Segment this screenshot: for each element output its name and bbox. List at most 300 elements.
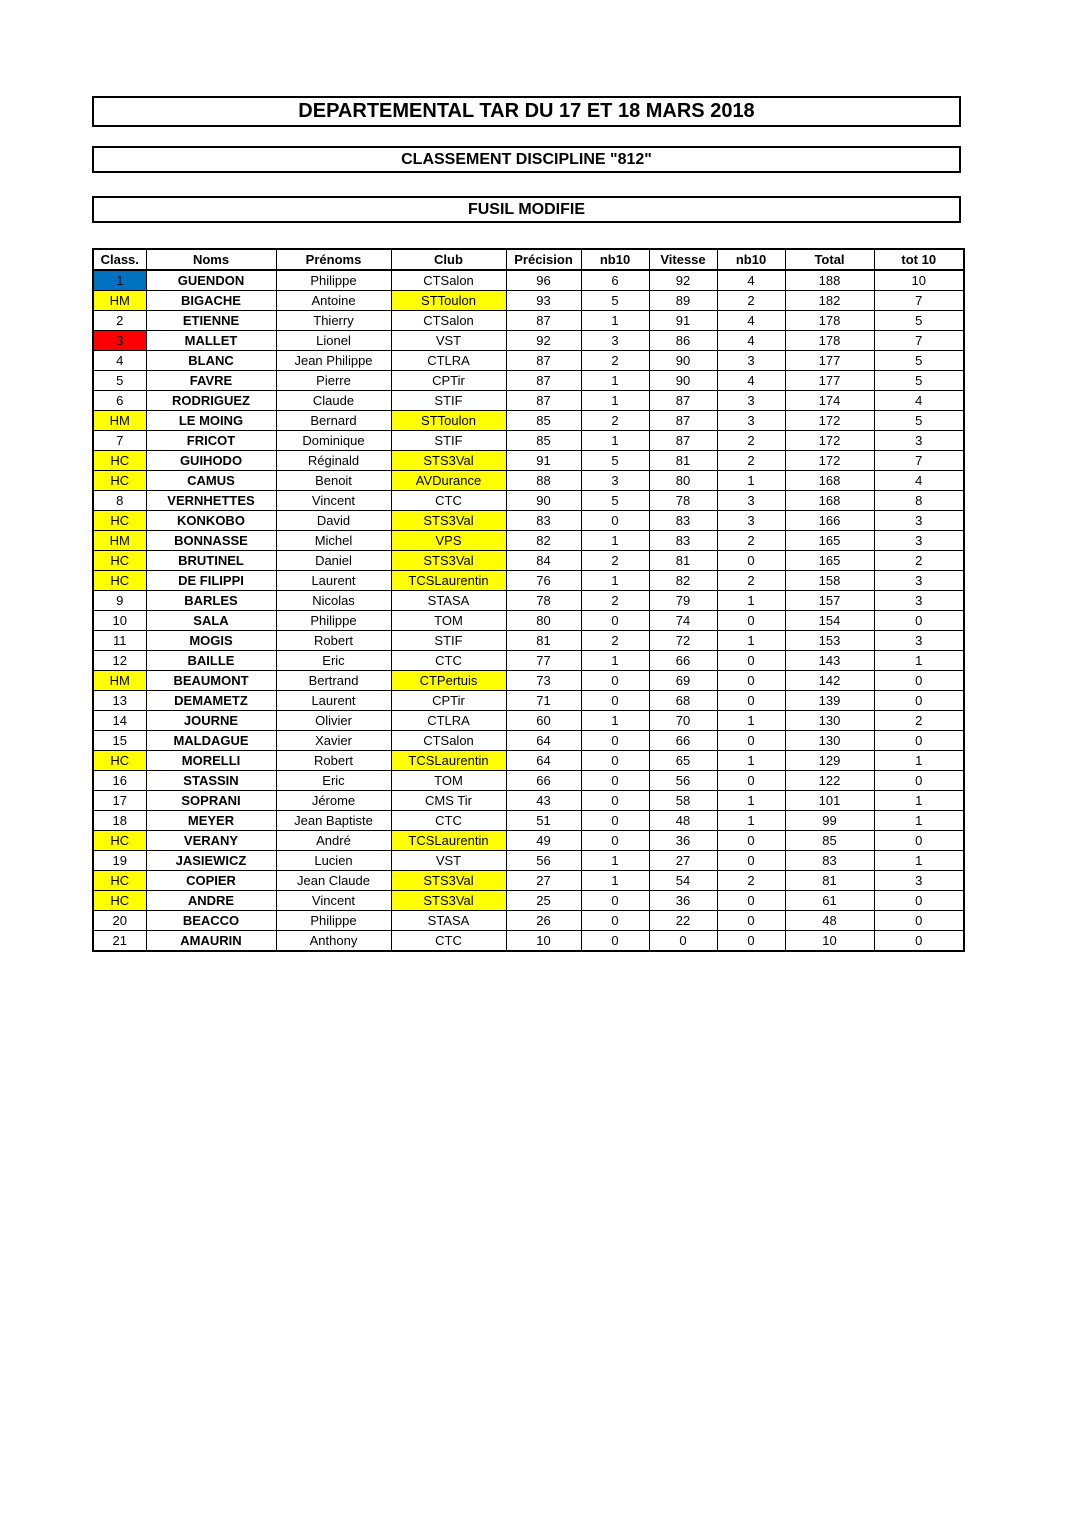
name-cell: BIGACHE [146, 291, 276, 311]
club-cell: CTSalon [391, 311, 506, 331]
nb10-vitesse-cell: 2 [717, 531, 785, 551]
table-row [93, 771, 964, 791]
column-header: nb10 [717, 249, 785, 270]
vitesse-cell: 68 [649, 691, 717, 711]
nb10-vitesse-cell: 2 [717, 571, 785, 591]
column-header: Précision [506, 249, 581, 270]
column-header: Vitesse [649, 249, 717, 270]
precision-cell: 91 [506, 451, 581, 471]
name-cell: BAILLE [146, 651, 276, 671]
nb10-vitesse-cell: 3 [717, 511, 785, 531]
firstname-cell: Michel [276, 531, 391, 551]
precision-cell: 88 [506, 471, 581, 491]
club-cell: STS3Val [391, 511, 506, 531]
nb10-precision-cell: 1 [581, 531, 649, 551]
tot10-cell: 0 [874, 771, 964, 791]
table-row [93, 711, 964, 731]
name-cell: BEAUMONT [146, 671, 276, 691]
rank-cell: 10 [93, 611, 146, 631]
nb10-precision-cell: 6 [581, 270, 649, 291]
nb10-vitesse-cell: 0 [717, 771, 785, 791]
firstname-cell: Lionel [276, 331, 391, 351]
rank-cell: 3 [93, 331, 146, 351]
precision-cell: 90 [506, 491, 581, 511]
nb10-precision-cell: 0 [581, 791, 649, 811]
club-cell: STASA [391, 591, 506, 611]
nb10-vitesse-cell: 3 [717, 351, 785, 371]
club-cell: STASA [391, 911, 506, 931]
precision-cell: 26 [506, 911, 581, 931]
nb10-precision-cell: 1 [581, 711, 649, 731]
rank-cell: 13 [93, 691, 146, 711]
rank-cell: HC [93, 451, 146, 471]
rank-cell: HM [93, 531, 146, 551]
nb10-precision-cell: 0 [581, 611, 649, 631]
rank-cell: 6 [93, 391, 146, 411]
firstname-cell: Jérome [276, 791, 391, 811]
tot10-cell: 7 [874, 331, 964, 351]
name-cell: BLANC [146, 351, 276, 371]
tot10-cell: 3 [874, 871, 964, 891]
club-cell: STIF [391, 431, 506, 451]
tot10-cell: 2 [874, 711, 964, 731]
firstname-cell: Lucien [276, 851, 391, 871]
precision-cell: 85 [506, 411, 581, 431]
total-cell: 10 [785, 931, 874, 952]
table-row [93, 371, 964, 391]
table-row [93, 291, 964, 311]
firstname-cell: Claude [276, 391, 391, 411]
total-cell: 165 [785, 531, 874, 551]
vitesse-cell: 87 [649, 431, 717, 451]
vitesse-cell: 22 [649, 911, 717, 931]
nb10-precision-cell: 0 [581, 831, 649, 851]
tot10-cell: 3 [874, 571, 964, 591]
total-cell: 168 [785, 471, 874, 491]
firstname-cell: Bernard [276, 411, 391, 431]
club-cell: CTPertuis [391, 671, 506, 691]
table-row [93, 591, 964, 611]
name-cell: DE FILIPPI [146, 571, 276, 591]
total-cell: 83 [785, 851, 874, 871]
total-cell: 130 [785, 711, 874, 731]
table-row [93, 791, 964, 811]
precision-cell: 76 [506, 571, 581, 591]
total-cell: 154 [785, 611, 874, 631]
name-cell: BRUTINEL [146, 551, 276, 571]
column-header: nb10 [581, 249, 649, 270]
total-cell: 182 [785, 291, 874, 311]
vitesse-cell: 69 [649, 671, 717, 691]
total-cell: 166 [785, 511, 874, 531]
precision-cell: 82 [506, 531, 581, 551]
tot10-cell: 0 [874, 671, 964, 691]
precision-cell: 51 [506, 811, 581, 831]
club-cell: CTLRA [391, 351, 506, 371]
table-row [93, 671, 964, 691]
table-row [93, 611, 964, 631]
rank-cell: HM [93, 291, 146, 311]
results-table [92, 248, 965, 952]
nb10-vitesse-cell: 4 [717, 331, 785, 351]
vitesse-cell: 90 [649, 371, 717, 391]
column-header: Club [391, 249, 506, 270]
total-cell: 188 [785, 270, 874, 291]
rank-cell: HM [93, 671, 146, 691]
club-cell: CTSalon [391, 731, 506, 751]
nb10-vitesse-cell: 0 [717, 731, 785, 751]
club-cell: TCSLaurentin [391, 751, 506, 771]
nb10-precision-cell: 1 [581, 391, 649, 411]
name-cell: BEACCO [146, 911, 276, 931]
vitesse-cell: 81 [649, 551, 717, 571]
rank-cell: 8 [93, 491, 146, 511]
total-cell: 153 [785, 631, 874, 651]
club-cell: TCSLaurentin [391, 831, 506, 851]
precision-cell: 84 [506, 551, 581, 571]
tot10-cell: 0 [874, 731, 964, 751]
firstname-cell: Olivier [276, 711, 391, 731]
firstname-cell: Eric [276, 651, 391, 671]
nb10-vitesse-cell: 0 [717, 831, 785, 851]
rank-cell: HC [93, 551, 146, 571]
firstname-cell: Xavier [276, 731, 391, 751]
nb10-precision-cell: 2 [581, 551, 649, 571]
vitesse-cell: 83 [649, 511, 717, 531]
name-cell: VERANY [146, 831, 276, 851]
tot10-cell: 4 [874, 471, 964, 491]
table-row [93, 831, 964, 851]
nb10-vitesse-cell: 1 [717, 471, 785, 491]
club-cell: CTC [391, 811, 506, 831]
firstname-cell: Benoit [276, 471, 391, 491]
table-row [93, 351, 964, 371]
total-cell: 61 [785, 891, 874, 911]
precision-cell: 66 [506, 771, 581, 791]
tot10-cell: 3 [874, 591, 964, 611]
table-row [93, 891, 964, 911]
table-row [93, 731, 964, 751]
vitesse-cell: 27 [649, 851, 717, 871]
table-row [93, 871, 964, 891]
rank-cell: HC [93, 511, 146, 531]
total-cell: 172 [785, 411, 874, 431]
name-cell: MOGIS [146, 631, 276, 651]
table-row [93, 551, 964, 571]
rank-cell: 19 [93, 851, 146, 871]
nb10-precision-cell: 0 [581, 771, 649, 791]
total-cell: 178 [785, 331, 874, 351]
precision-cell: 64 [506, 751, 581, 771]
nb10-vitesse-cell: 3 [717, 411, 785, 431]
nb10-vitesse-cell: 2 [717, 871, 785, 891]
vitesse-cell: 48 [649, 811, 717, 831]
name-cell: BARLES [146, 591, 276, 611]
firstname-cell: Daniel [276, 551, 391, 571]
vitesse-cell: 36 [649, 831, 717, 851]
firstname-cell: Philippe [276, 611, 391, 631]
firstname-cell: Réginald [276, 451, 391, 471]
name-cell: ETIENNE [146, 311, 276, 331]
name-cell: GUIHODO [146, 451, 276, 471]
table-header-row [93, 249, 964, 270]
nb10-precision-cell: 1 [581, 651, 649, 671]
precision-cell: 64 [506, 731, 581, 751]
nb10-precision-cell: 0 [581, 691, 649, 711]
precision-cell: 25 [506, 891, 581, 911]
tot10-cell: 0 [874, 831, 964, 851]
nb10-vitesse-cell: 4 [717, 270, 785, 291]
name-cell: MEYER [146, 811, 276, 831]
column-header: Prénoms [276, 249, 391, 270]
precision-cell: 77 [506, 651, 581, 671]
precision-cell: 80 [506, 611, 581, 631]
tot10-cell: 0 [874, 691, 964, 711]
vitesse-cell: 66 [649, 651, 717, 671]
name-cell: MALDAGUE [146, 731, 276, 751]
total-cell: 139 [785, 691, 874, 711]
nb10-vitesse-cell: 0 [717, 651, 785, 671]
tot10-cell: 8 [874, 491, 964, 511]
precision-cell: 73 [506, 671, 581, 691]
table-row [93, 451, 964, 471]
total-cell: 101 [785, 791, 874, 811]
nb10-precision-cell: 5 [581, 451, 649, 471]
nb10-vitesse-cell: 0 [717, 611, 785, 631]
vitesse-cell: 79 [649, 591, 717, 611]
rank-cell: 2 [93, 311, 146, 331]
total-cell: 48 [785, 911, 874, 931]
nb10-precision-cell: 5 [581, 291, 649, 311]
table-row [93, 431, 964, 451]
vitesse-cell: 89 [649, 291, 717, 311]
precision-cell: 87 [506, 351, 581, 371]
nb10-precision-cell: 0 [581, 891, 649, 911]
rank-cell: 7 [93, 431, 146, 451]
rank-cell: 20 [93, 911, 146, 931]
name-cell: SOPRANI [146, 791, 276, 811]
nb10-precision-cell: 5 [581, 491, 649, 511]
nb10-vitesse-cell: 0 [717, 911, 785, 931]
table-row [93, 911, 964, 931]
name-cell: COPIER [146, 871, 276, 891]
nb10-precision-cell: 1 [581, 571, 649, 591]
precision-cell: 56 [506, 851, 581, 871]
table-row [93, 531, 964, 551]
firstname-cell: Laurent [276, 571, 391, 591]
club-cell: CMS Tir [391, 791, 506, 811]
firstname-cell: David [276, 511, 391, 531]
tot10-cell: 4 [874, 391, 964, 411]
nb10-vitesse-cell: 1 [717, 811, 785, 831]
column-header: Class. [93, 249, 146, 270]
table-row [93, 491, 964, 511]
tot10-cell: 1 [874, 751, 964, 771]
nb10-vitesse-cell: 4 [717, 371, 785, 391]
precision-cell: 60 [506, 711, 581, 731]
table-row [93, 651, 964, 671]
discipline-subtitle: CLASSEMENT DISCIPLINE "812" [92, 146, 961, 173]
tot10-cell: 3 [874, 631, 964, 651]
firstname-cell: Dominique [276, 431, 391, 451]
name-cell: MORELLI [146, 751, 276, 771]
vitesse-cell: 80 [649, 471, 717, 491]
table-row [93, 331, 964, 351]
firstname-cell: Jean Philippe [276, 351, 391, 371]
vitesse-cell: 54 [649, 871, 717, 891]
nb10-vitesse-cell: 1 [717, 711, 785, 731]
total-cell: 157 [785, 591, 874, 611]
firstname-cell: Philippe [276, 270, 391, 291]
nb10-vitesse-cell: 1 [717, 591, 785, 611]
name-cell: JOURNE [146, 711, 276, 731]
club-cell: TOM [391, 611, 506, 631]
name-cell: SALA [146, 611, 276, 631]
total-cell: 158 [785, 571, 874, 591]
tot10-cell: 5 [874, 411, 964, 431]
club-cell: CTC [391, 931, 506, 952]
table-row [93, 391, 964, 411]
tot10-cell: 1 [874, 851, 964, 871]
vitesse-cell: 56 [649, 771, 717, 791]
name-cell: JASIEWICZ [146, 851, 276, 871]
vitesse-cell: 70 [649, 711, 717, 731]
nb10-vitesse-cell: 3 [717, 391, 785, 411]
vitesse-cell: 83 [649, 531, 717, 551]
nb10-vitesse-cell: 0 [717, 671, 785, 691]
club-cell: CTC [391, 651, 506, 671]
table-row [93, 471, 964, 491]
nb10-precision-cell: 2 [581, 351, 649, 371]
table-row [93, 631, 964, 651]
name-cell: RODRIGUEZ [146, 391, 276, 411]
precision-cell: 93 [506, 291, 581, 311]
rank-cell: HC [93, 571, 146, 591]
nb10-precision-cell: 1 [581, 851, 649, 871]
club-cell: STToulon [391, 291, 506, 311]
nb10-vitesse-cell: 2 [717, 451, 785, 471]
vitesse-cell: 92 [649, 270, 717, 291]
nb10-vitesse-cell: 0 [717, 551, 785, 571]
rank-cell: 4 [93, 351, 146, 371]
name-cell: LE MOING [146, 411, 276, 431]
rank-cell: 14 [93, 711, 146, 731]
nb10-precision-cell: 1 [581, 871, 649, 891]
total-cell: 172 [785, 431, 874, 451]
tot10-cell: 3 [874, 511, 964, 531]
table-row [93, 851, 964, 871]
rank-cell: HC [93, 751, 146, 771]
page-title: DEPARTEMENTAL TAR DU 17 ET 18 MARS 2018 [92, 96, 961, 127]
club-cell: CPTir [391, 691, 506, 711]
table-row [93, 811, 964, 831]
nb10-vitesse-cell: 1 [717, 791, 785, 811]
total-cell: 172 [785, 451, 874, 471]
column-header: Total [785, 249, 874, 270]
vitesse-cell: 65 [649, 751, 717, 771]
total-cell: 177 [785, 351, 874, 371]
tot10-cell: 10 [874, 270, 964, 291]
total-cell: 165 [785, 551, 874, 571]
club-cell: TCSLaurentin [391, 571, 506, 591]
vitesse-cell: 91 [649, 311, 717, 331]
name-cell: KONKOBO [146, 511, 276, 531]
rank-cell: 9 [93, 591, 146, 611]
nb10-precision-cell: 1 [581, 431, 649, 451]
nb10-precision-cell: 1 [581, 311, 649, 331]
rank-cell: 21 [93, 931, 146, 952]
name-cell: FAVRE [146, 371, 276, 391]
club-cell: TOM [391, 771, 506, 791]
table-row [93, 691, 964, 711]
club-cell: CTC [391, 491, 506, 511]
tot10-cell: 7 [874, 451, 964, 471]
vitesse-cell: 66 [649, 731, 717, 751]
nb10-vitesse-cell: 2 [717, 431, 785, 451]
precision-cell: 83 [506, 511, 581, 531]
vitesse-cell: 72 [649, 631, 717, 651]
firstname-cell: Nicolas [276, 591, 391, 611]
nb10-vitesse-cell: 1 [717, 751, 785, 771]
nb10-vitesse-cell: 4 [717, 311, 785, 331]
name-cell: MALLET [146, 331, 276, 351]
table-row [93, 270, 964, 291]
firstname-cell: Thierry [276, 311, 391, 331]
precision-cell: 78 [506, 591, 581, 611]
rank-cell: HC [93, 831, 146, 851]
club-cell: VST [391, 331, 506, 351]
club-cell: STS3Val [391, 551, 506, 571]
table-row [93, 931, 964, 952]
precision-cell: 49 [506, 831, 581, 851]
club-cell: STIF [391, 391, 506, 411]
total-cell: 130 [785, 731, 874, 751]
firstname-cell: Pierre [276, 371, 391, 391]
rank-cell: 17 [93, 791, 146, 811]
tot10-cell: 0 [874, 931, 964, 952]
vitesse-cell: 87 [649, 411, 717, 431]
vitesse-cell: 86 [649, 331, 717, 351]
total-cell: 129 [785, 751, 874, 771]
total-cell: 143 [785, 651, 874, 671]
name-cell: STASSIN [146, 771, 276, 791]
rank-cell: HM [93, 411, 146, 431]
rank-cell: HC [93, 871, 146, 891]
vitesse-cell: 82 [649, 571, 717, 591]
tot10-cell: 2 [874, 551, 964, 571]
table-row [93, 751, 964, 771]
nb10-vitesse-cell: 0 [717, 691, 785, 711]
rank-cell: 12 [93, 651, 146, 671]
club-cell: STS3Val [391, 891, 506, 911]
firstname-cell: Laurent [276, 691, 391, 711]
firstname-cell: Antoine [276, 291, 391, 311]
nb10-vitesse-cell: 1 [717, 631, 785, 651]
precision-cell: 87 [506, 391, 581, 411]
precision-cell: 92 [506, 331, 581, 351]
club-cell: CTSalon [391, 270, 506, 291]
precision-cell: 85 [506, 431, 581, 451]
firstname-cell: Jean Baptiste [276, 811, 391, 831]
firstname-cell: Vincent [276, 891, 391, 911]
tot10-cell: 0 [874, 611, 964, 631]
tot10-cell: 1 [874, 811, 964, 831]
nb10-vitesse-cell: 0 [717, 931, 785, 952]
rank-cell: 15 [93, 731, 146, 751]
firstname-cell: Anthony [276, 931, 391, 952]
nb10-precision-cell: 2 [581, 591, 649, 611]
firstname-cell: Philippe [276, 911, 391, 931]
